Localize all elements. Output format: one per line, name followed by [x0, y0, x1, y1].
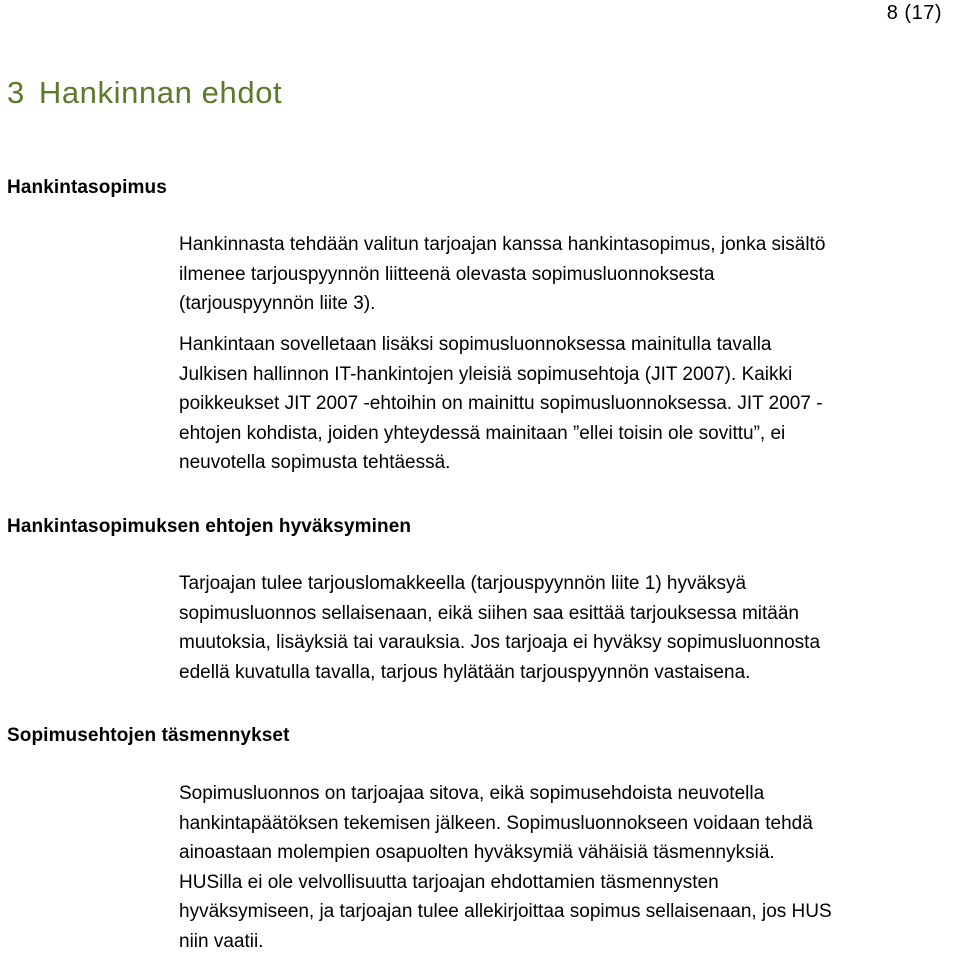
paragraph-line: sopimusluonnos sellaisenaan, eikä siihen saa esittää tarjouksessa mitään — [179, 599, 949, 629]
paragraph-line: Julkisen hallinnon IT-hankintojen yleisiä sopimusehtoja (JIT 2007). Kaikki — [179, 360, 949, 390]
paragraph-line: (tarjouspyynnön liite 3). — [179, 289, 949, 319]
paragraph — [179, 330, 949, 478]
page-number: 8 (17) — [887, 2, 942, 25]
paragraph-line: hyväksymiseen, ja tarjoajan tulee allekirjoittaa sopimus sellaisenaan, jos HUS — [179, 897, 949, 927]
paragraph-line: Sopimusluonnos on tarjoajaa sitova, eikä sopimusehdoista neuvotella — [179, 779, 949, 809]
paragraph-line: ainoastaan molempien osapuolten hyväksymiä vähäisiä täsmennyksiä. — [179, 838, 949, 868]
section-heading-tasmennykset: Sopimusehtojen täsmennykset — [7, 725, 290, 747]
paragraph-line: Hankinnasta tehdään valitun tarjoajan kanssa hankintasopimus, jonka sisältö — [179, 230, 949, 260]
section-heading-hankintasopimus: Hankintasopimus — [7, 177, 167, 199]
paragraph-line: ilmenee tarjouspyynnön liitteenä olevasta sopimusluonnoksesta — [179, 260, 949, 290]
chapter-title — [7, 75, 282, 111]
paragraph — [179, 230, 949, 319]
paragraph — [179, 779, 949, 956]
paragraph-line: ehtojen kohdista, joiden yhteydessä mainitaan ”ellei toisin ole sovittu”, ei — [179, 419, 949, 449]
paragraph — [179, 569, 949, 687]
paragraph-line: muutoksia, lisäyksiä tai varauksia. Jos tarjoaja ei hyväksy sopimusluonnosta — [179, 628, 949, 658]
paragraph-line: niin vaatii. — [179, 927, 949, 956]
paragraph-line: Tarjoajan tulee tarjouslomakkeella (tarjouspyynnön liite 1) hyväksyä — [179, 569, 949, 599]
paragraph-line: neuvotella sopimusta tehtäessä. — [179, 448, 949, 478]
paragraph-line: edellä kuvatulla tavalla, tarjous hylätään tarjouspyynnön vastaisena. — [179, 658, 949, 688]
section-heading-ehtojen-hyvaksyminen: Hankintasopimuksen ehtojen hyväksyminen — [7, 516, 411, 538]
paragraph-line: Hankintaan sovelletaan lisäksi sopimusluonnoksessa mainitulla tavalla — [179, 330, 949, 360]
chapter-number: 3 — [7, 75, 25, 110]
paragraph-line: poikkeukset JIT 2007 -ehtoihin on mainittu sopimusluonnoksessa. JIT 2007 - — [179, 389, 949, 419]
paragraph-line: HUSilla ei ole velvollisuutta tarjoajan ehdottamien täsmennysten — [179, 868, 949, 898]
paragraph-line: hankintapäätöksen tekemisen jälkeen. Sopimusluonnokseen voidaan tehdä — [179, 809, 949, 839]
chapter-title-text: Hankinnan ehdot — [39, 75, 282, 110]
